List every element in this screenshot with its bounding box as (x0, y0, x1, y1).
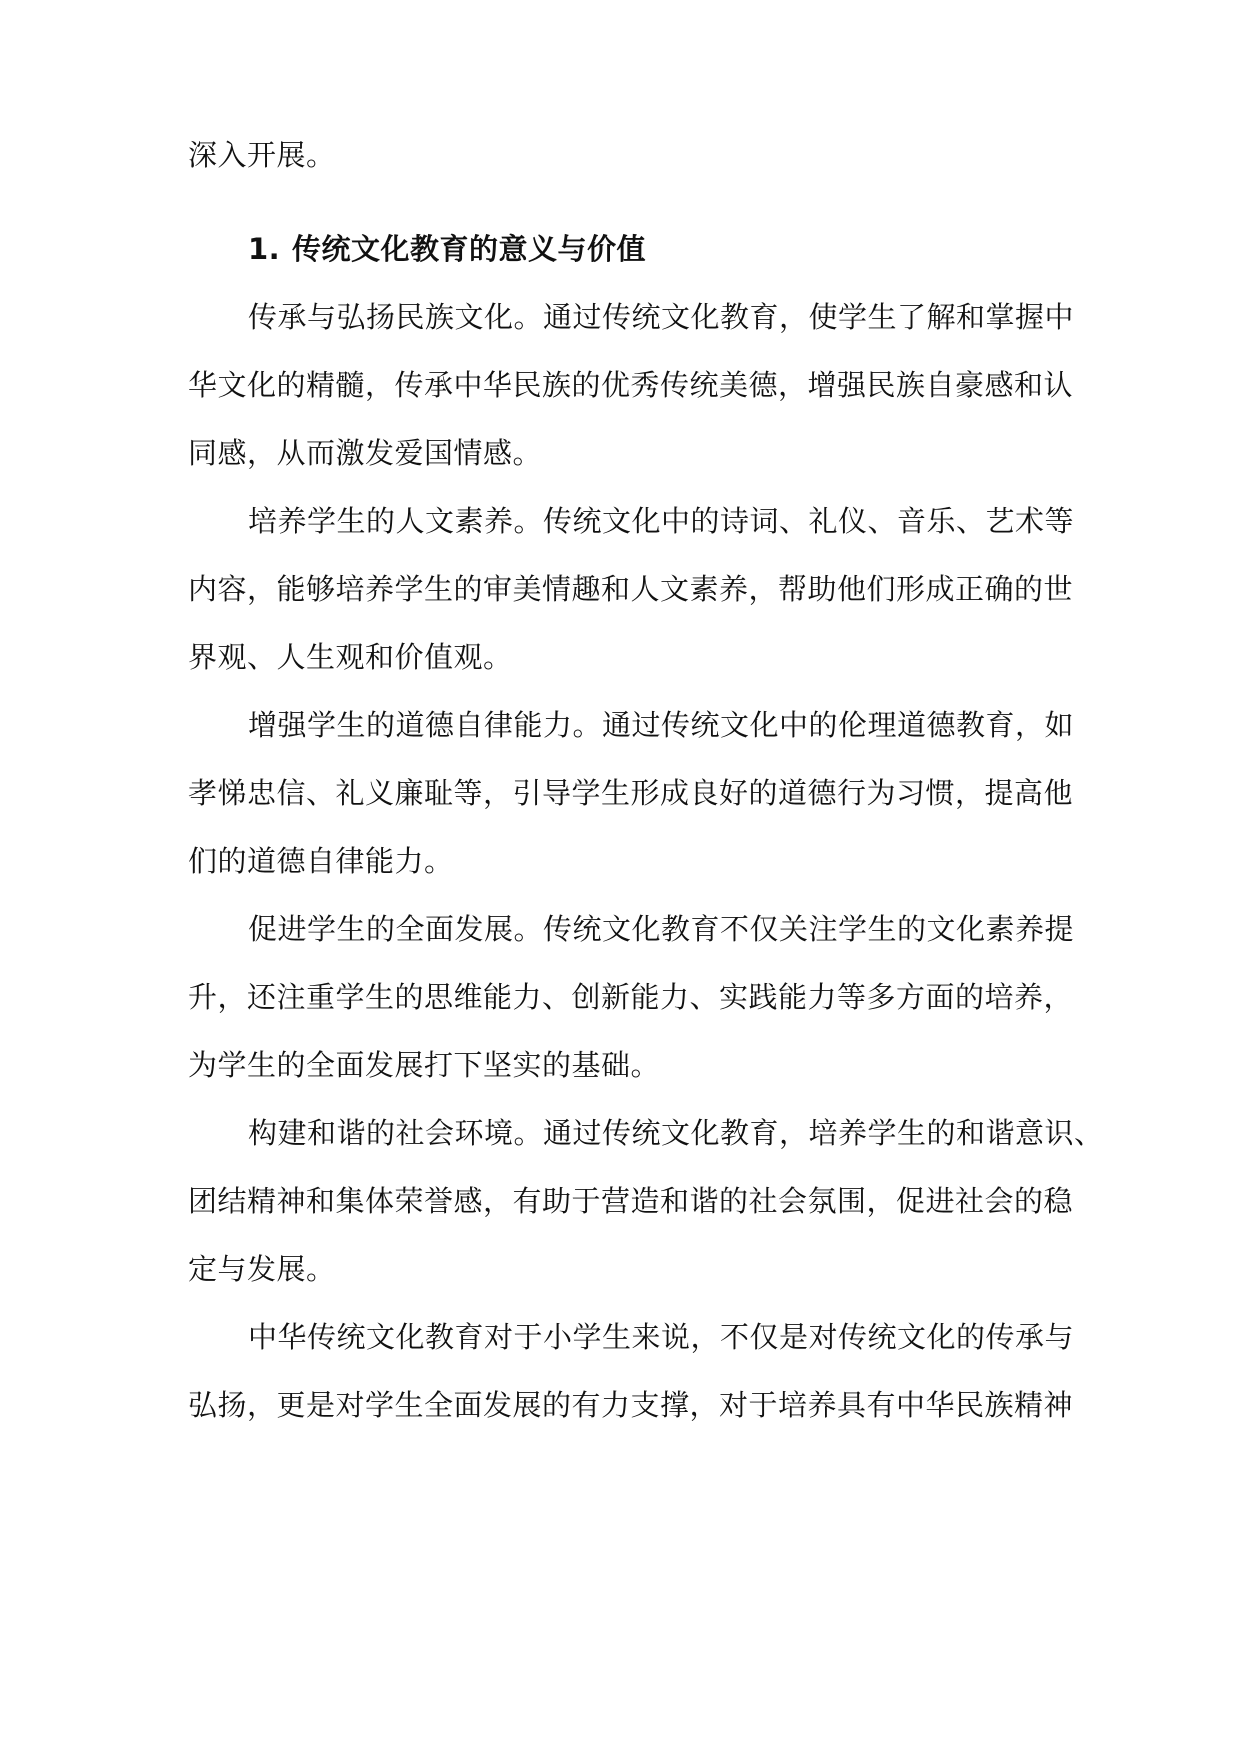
paragraph-line: 弘扬，更是对学生全面发展的有力支撑，对于培养具有中华民族精神 (188, 1388, 1074, 1422)
paragraph-line: 升，还注重学生的思维能力、创新能力、实践能力等多方面的培养， (188, 980, 1074, 1014)
paragraph-line: 深入开展。 (188, 138, 336, 172)
paragraph-line: 培养学生的人文素养。传统文化中的诗词、礼仪、音乐、艺术等 (248, 504, 1075, 538)
paragraph-line: 内容，能够培养学生的审美情趣和人文素养，帮助他们形成正确的世 (188, 572, 1074, 606)
paragraph-line: 华文化的精髓，传承中华民族的优秀传统美德，增强民族自豪感和认 (188, 368, 1074, 402)
paragraph-line: 促进学生的全面发展。传统文化教育不仅关注学生的文化素养提 (248, 912, 1075, 946)
paragraph-line: 团结精神和集体荣誉感，有助于营造和谐的社会氛围，促进社会的稳 (188, 1184, 1074, 1218)
paragraph-line: 传承与弘扬民族文化。通过传统文化教育，使学生了解和掌握中 (248, 300, 1075, 334)
paragraph-line: 为学生的全面发展打下坚实的基础。 (188, 1048, 661, 1082)
paragraph-line: 们的道德自律能力。 (188, 844, 454, 878)
paragraph-line: 孝悌忠信、礼义廉耻等，引导学生形成良好的道德行为习惯，提高他 (188, 776, 1074, 810)
section-heading-text: 传统文化教育的意义与价值 (292, 232, 647, 266)
paragraph-line: 中华传统文化教育对于小学生来说，不仅是对传统文化的传承与 (248, 1320, 1075, 1354)
paragraph-line: 定与发展。 (188, 1252, 336, 1286)
paragraph-line: 界观、人生观和价值观。 (188, 640, 513, 674)
paragraph-line: 增强学生的道德自律能力。通过传统文化中的伦理道德教育，如 (248, 708, 1075, 742)
section-heading-number: 1. (248, 232, 281, 266)
paragraph-line: 构建和谐的社会环境。通过传统文化教育，培养学生的和谐意识、 (248, 1116, 1104, 1150)
section-heading (248, 229, 1128, 269)
paragraph-line: 同感，从而激发爱国情感。 (188, 436, 543, 470)
